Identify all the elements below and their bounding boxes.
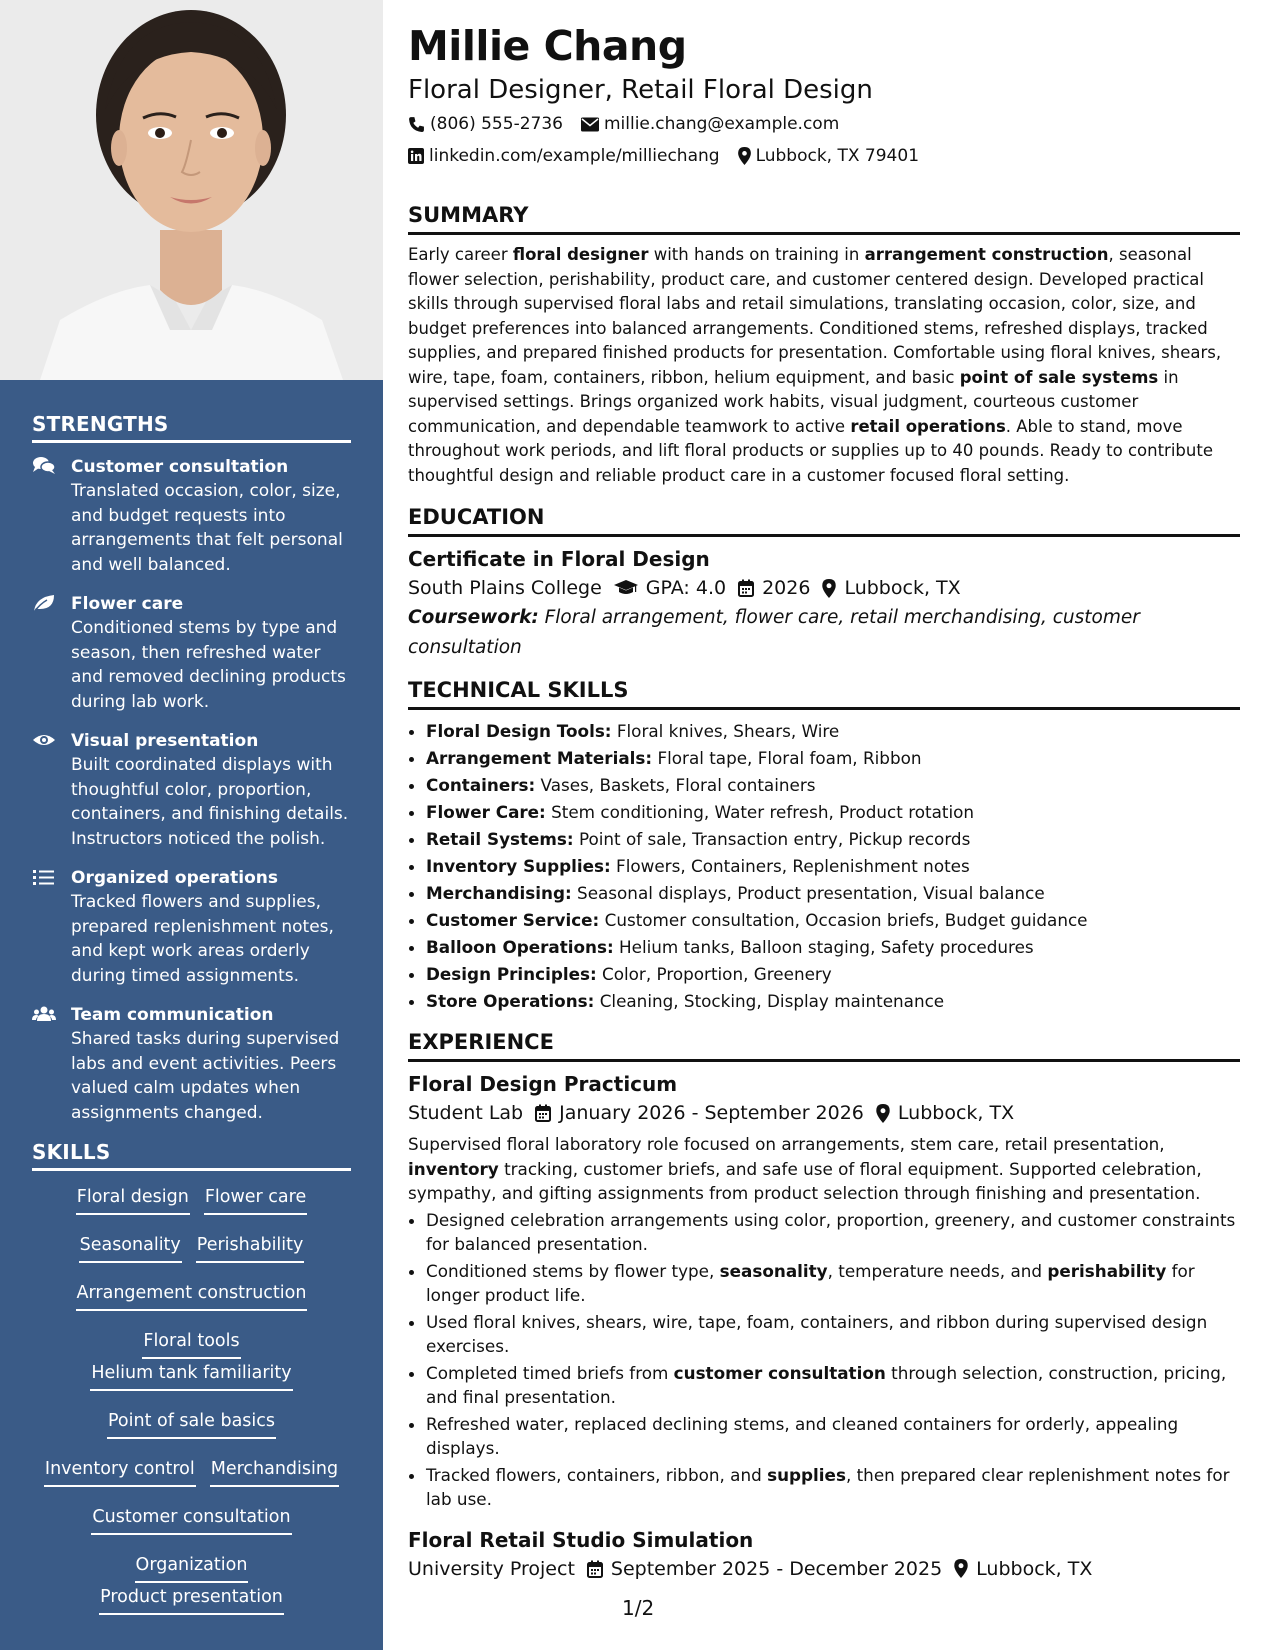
sidebar bbox=[0, 0, 383, 1650]
coursework-label: Coursework: bbox=[408, 607, 539, 628]
skill-tag: Floral design bbox=[76, 1183, 190, 1215]
skill-category: Customer Service: bbox=[426, 910, 600, 930]
text-run: in supervised settings. Brings organized work habits, visual judgment, courteous customer communication, and dependable teamwork to active bbox=[408, 367, 1179, 436]
strength-title: Team communication bbox=[71, 1005, 274, 1025]
bold-text: retail operations bbox=[850, 416, 1006, 436]
bold-text: point of sale systems bbox=[959, 367, 1159, 387]
list-icon bbox=[32, 867, 56, 887]
skill-row bbox=[32, 1503, 351, 1535]
map-pin-icon bbox=[876, 1104, 890, 1123]
skill-tag: Product presentation bbox=[99, 1583, 284, 1615]
text-run: Completed timed briefs from bbox=[426, 1362, 674, 1383]
skill-tag: Customer consultation bbox=[91, 1503, 291, 1535]
strength-item bbox=[32, 729, 351, 851]
text-run: for longer product life. bbox=[426, 1260, 1195, 1305]
page-number: 1/2 bbox=[622, 1596, 655, 1620]
skill-category: Design Principles: bbox=[426, 964, 597, 984]
profile-photo bbox=[0, 0, 383, 380]
job-bullet bbox=[426, 1463, 1240, 1512]
job-bullet bbox=[426, 1361, 1240, 1410]
strength-desc: Tracked flowers and supplies, prepared replenishment notes, and kept work areas orderly during timed assignments. bbox=[71, 892, 334, 986]
strength-item bbox=[32, 455, 351, 577]
technical-skills-list bbox=[408, 718, 1240, 1015]
job-location-text: Lubbock, TX bbox=[897, 1102, 1015, 1124]
skill-row bbox=[32, 1407, 351, 1439]
summary-text bbox=[408, 243, 1240, 488]
gpa-text: GPA: 4.0 bbox=[645, 577, 727, 599]
job-bullets bbox=[408, 1208, 1240, 1512]
edu-location-item bbox=[822, 573, 960, 603]
skill-values: Helium tanks, Balloon staging, Safety procedures bbox=[613, 937, 1034, 957]
strength-item bbox=[32, 866, 351, 988]
text-run: Tracked flowers, containers, ribbon, and bbox=[426, 1464, 768, 1485]
skill-category: Store Operations: bbox=[426, 991, 595, 1011]
skill-tag: Floral tools bbox=[142, 1327, 240, 1359]
bold-text: floral designer bbox=[512, 245, 649, 264]
bold-text: perishability bbox=[1047, 1260, 1167, 1281]
eye-icon bbox=[32, 730, 56, 750]
job-title: Floral Retail Studio Simulation bbox=[408, 1527, 754, 1552]
skill-category: Flower Care: bbox=[426, 802, 546, 822]
candidate-name: Millie Chang bbox=[408, 22, 687, 70]
school-name: South Plains College bbox=[408, 577, 602, 599]
technical-skill-item bbox=[426, 718, 1240, 745]
calendar-icon bbox=[587, 1560, 603, 1578]
phone-text: (806) 555-2736 bbox=[430, 114, 563, 134]
skill-values: Vases, Baskets, Floral containers bbox=[535, 775, 816, 795]
skill-values: Stem conditioning, Water refresh, Product rotation bbox=[545, 802, 975, 822]
skill-row bbox=[32, 1551, 351, 1615]
candidate-role: Floral Designer, Retail Floral Design bbox=[408, 75, 873, 105]
text-run: , seasonal flower selection, perishability, product care, and customer centered design. Developed practical skills through supervised floral labs and retail simulations, translating occasion, color, size, and budget preferences into balanced arrangements. Conditioned stems, refreshed displays, tracked supplies, and prepared finished products for presentation. Comfortable using floral knives, shears, wire, tape, foam, containers, ribbon, helium equipment, and basic bbox=[408, 245, 1222, 387]
linkedin-contact[interactable] bbox=[408, 144, 720, 168]
skill-tag: Point of sale basics bbox=[107, 1407, 276, 1439]
technical-skill-item bbox=[426, 988, 1240, 1015]
bold-text: inventory bbox=[408, 1158, 499, 1179]
map-pin-icon bbox=[738, 147, 751, 165]
strength-desc: Conditioned stems by type and season, then refreshed water and removed declining products during lab work. bbox=[71, 618, 346, 712]
skill-tag: Perishability bbox=[196, 1231, 305, 1263]
skill-values: Cleaning, Stocking, Display maintenance bbox=[594, 991, 945, 1011]
linkedin-icon bbox=[408, 148, 424, 164]
job-bullet bbox=[426, 1412, 1240, 1461]
job-dates-text: January 2026 - September 2026 bbox=[559, 1102, 864, 1124]
email-text: millie.chang@example.com bbox=[603, 114, 840, 134]
year-text: 2026 bbox=[762, 577, 811, 599]
skill-category: Retail Systems: bbox=[426, 829, 574, 849]
technical-skill-item bbox=[426, 961, 1240, 988]
experience-heading: EXPERIENCE bbox=[408, 1029, 1240, 1062]
skill-row bbox=[32, 1231, 351, 1263]
year-item bbox=[738, 573, 810, 603]
job-dates bbox=[535, 1098, 864, 1128]
experience-entry bbox=[408, 1070, 1240, 1512]
skill-values: Customer consultation, Occasion briefs, Budget guidance bbox=[599, 910, 1088, 930]
skill-values: Floral tape, Floral foam, Ribbon bbox=[652, 748, 922, 768]
skill-category: Containers: bbox=[426, 775, 536, 795]
text-run: Refreshed water, replaced declining stems, and cleaned containers for orderly, appealing displays. bbox=[426, 1413, 1179, 1458]
job-meta bbox=[408, 1554, 1240, 1584]
skill-tag: Merchandising bbox=[210, 1455, 339, 1487]
text-run: , then prepared clear replenishment notes for lab use. bbox=[426, 1464, 1230, 1509]
skill-tag: Seasonality bbox=[79, 1231, 182, 1263]
strength-desc: Translated occasion, color, size, and budget requests into arrangements that felt personal and well balanced. bbox=[71, 481, 343, 575]
calendar-icon bbox=[535, 1104, 551, 1122]
location-contact bbox=[738, 144, 919, 168]
technical-skill-item bbox=[426, 772, 1240, 799]
text-run: Conditioned stems by flower type, bbox=[426, 1260, 720, 1281]
experience-list bbox=[408, 1070, 1240, 1584]
contact-row bbox=[408, 112, 1240, 136]
job-description bbox=[408, 1132, 1240, 1206]
graduation-cap-icon bbox=[614, 580, 638, 596]
skill-row bbox=[32, 1279, 351, 1311]
skill-tag: Inventory control bbox=[44, 1455, 196, 1487]
technical-skill-item bbox=[426, 826, 1240, 853]
strength-title: Flower care bbox=[71, 594, 184, 614]
strength-title: Visual presentation bbox=[71, 731, 259, 751]
strength-desc: Shared tasks during supervised labs and event activities. Peers valued calm updates when assignments changed. bbox=[71, 1029, 340, 1123]
edu-location-text: Lubbock, TX bbox=[844, 577, 961, 599]
skill-values: Point of sale, Transaction entry, Pickup records bbox=[573, 829, 971, 849]
skill-row bbox=[32, 1455, 351, 1487]
job-location bbox=[876, 1098, 1014, 1128]
map-pin-icon bbox=[822, 579, 836, 598]
skill-values: Seasonal displays, Product presentation, Visual balance bbox=[571, 883, 1045, 903]
job-organization: University Project bbox=[408, 1557, 575, 1580]
skill-tag: Flower care bbox=[204, 1183, 307, 1215]
text-run: Early career bbox=[408, 245, 513, 264]
technical-skill-item bbox=[426, 799, 1240, 826]
leaf-icon bbox=[32, 593, 56, 613]
bold-text: supplies bbox=[767, 1464, 846, 1485]
bold-text: arrangement construction bbox=[864, 245, 1109, 264]
strength-desc: Built coordinated displays with thoughtful color, proportion, containers, and finishing details. Instructors noticed the polish. bbox=[71, 755, 349, 849]
text-run: Used floral knives, shears, wire, tape, foam, containers, and ribbon during supervised design exercises. bbox=[426, 1311, 1208, 1356]
text-run: Supervised floral laboratory role focused on arrangements, stem care, retail presentation, bbox=[408, 1134, 1165, 1154]
job-location bbox=[954, 1554, 1092, 1584]
text-run: through selection, construction, pricing, and final presentation. bbox=[426, 1362, 1227, 1407]
technical-skill-item bbox=[426, 907, 1240, 934]
education-title: Certificate in Floral Design bbox=[408, 547, 710, 571]
comments-icon bbox=[32, 456, 56, 476]
gpa-item bbox=[614, 573, 726, 603]
job-title: Floral Design Practicum bbox=[408, 1072, 678, 1096]
sidebar-content bbox=[32, 412, 351, 1631]
job-bullet bbox=[426, 1310, 1240, 1359]
education-heading: EDUCATION bbox=[408, 504, 1240, 537]
job-dates-text: September 2025 - December 2025 bbox=[610, 1557, 943, 1580]
main-content bbox=[408, 20, 1240, 1592]
email-contact[interactable] bbox=[581, 112, 839, 136]
skill-values: Flowers, Containers, Replenishment notes bbox=[610, 856, 970, 876]
technical-skills-heading: TECHNICAL SKILLS bbox=[408, 677, 1240, 710]
bold-text: seasonality bbox=[719, 1260, 828, 1281]
skills-heading: SKILLS bbox=[32, 1140, 351, 1171]
text-run: . Able to stand, move throughout work periods, and lift floral products or supplies up to 40 pounds. Ready to contribute thoughtful design and reliable product care in a customer focused floral setting. bbox=[408, 416, 1213, 485]
contact-row bbox=[408, 144, 1240, 168]
strength-title: Customer consultation bbox=[71, 457, 289, 477]
skill-row bbox=[32, 1183, 351, 1215]
text-run: Designed celebration arrangements using color, proportion, greenery, and customer constraints for balanced presentation. bbox=[426, 1209, 1236, 1254]
calendar-icon bbox=[738, 579, 754, 597]
skill-category: Merchandising: bbox=[426, 883, 572, 903]
strength-item bbox=[32, 1003, 351, 1125]
skill-category: Floral Design Tools: bbox=[426, 721, 612, 741]
skill-category: Arrangement Materials: bbox=[426, 748, 653, 768]
phone-icon bbox=[408, 116, 425, 133]
strength-item bbox=[32, 592, 351, 714]
text-run: tracking, customer briefs, and safe use of floral equipment. Supported celebration, sympathy, and gifting assignments from product selection through finishing and presentation. bbox=[408, 1158, 1202, 1203]
coursework-text: Floral arrangement, flower care, retail merchandising, customer consultation bbox=[408, 607, 1140, 658]
phone-contact[interactable] bbox=[408, 112, 563, 136]
education-meta bbox=[408, 573, 1240, 603]
map-pin-icon bbox=[954, 1559, 968, 1578]
text-run: , temperature needs, and bbox=[827, 1260, 1048, 1281]
strengths-heading: STRENGTHS bbox=[32, 412, 351, 443]
skill-tag: Helium tank familiarity bbox=[90, 1359, 292, 1391]
technical-skill-item bbox=[426, 853, 1240, 880]
skills-list bbox=[32, 1183, 351, 1615]
location-text: Lubbock, TX 79401 bbox=[755, 146, 920, 166]
bold-text: customer consultation bbox=[673, 1362, 886, 1383]
linkedin-text: linkedin.com/example/milliechang bbox=[429, 146, 720, 166]
job-meta bbox=[408, 1098, 1240, 1128]
coursework bbox=[408, 603, 1240, 663]
job-bullet bbox=[426, 1208, 1240, 1257]
skill-tag: Organization bbox=[135, 1551, 249, 1583]
skill-row bbox=[32, 1327, 351, 1391]
strength-title: Organized operations bbox=[71, 868, 279, 888]
technical-skill-item bbox=[426, 934, 1240, 961]
summary-heading: SUMMARY bbox=[408, 202, 1240, 235]
skill-tag: Arrangement construction bbox=[76, 1279, 308, 1311]
envelope-icon bbox=[581, 117, 599, 132]
technical-skill-item bbox=[426, 880, 1240, 907]
users-icon bbox=[32, 1004, 56, 1024]
skill-values: Color, Proportion, Greenery bbox=[596, 964, 832, 984]
skill-category: Balloon Operations: bbox=[426, 937, 614, 957]
skill-category: Inventory Supplies: bbox=[426, 856, 611, 876]
job-organization: Student Lab bbox=[408, 1102, 524, 1124]
technical-skill-item bbox=[426, 745, 1240, 772]
job-dates bbox=[587, 1554, 942, 1584]
job-bullet bbox=[426, 1259, 1240, 1308]
text-run: with hands on training in bbox=[648, 245, 865, 264]
experience-entry bbox=[408, 1526, 1240, 1584]
job-location-text: Lubbock, TX bbox=[976, 1557, 1093, 1580]
skill-values: Floral knives, Shears, Wire bbox=[611, 721, 840, 741]
